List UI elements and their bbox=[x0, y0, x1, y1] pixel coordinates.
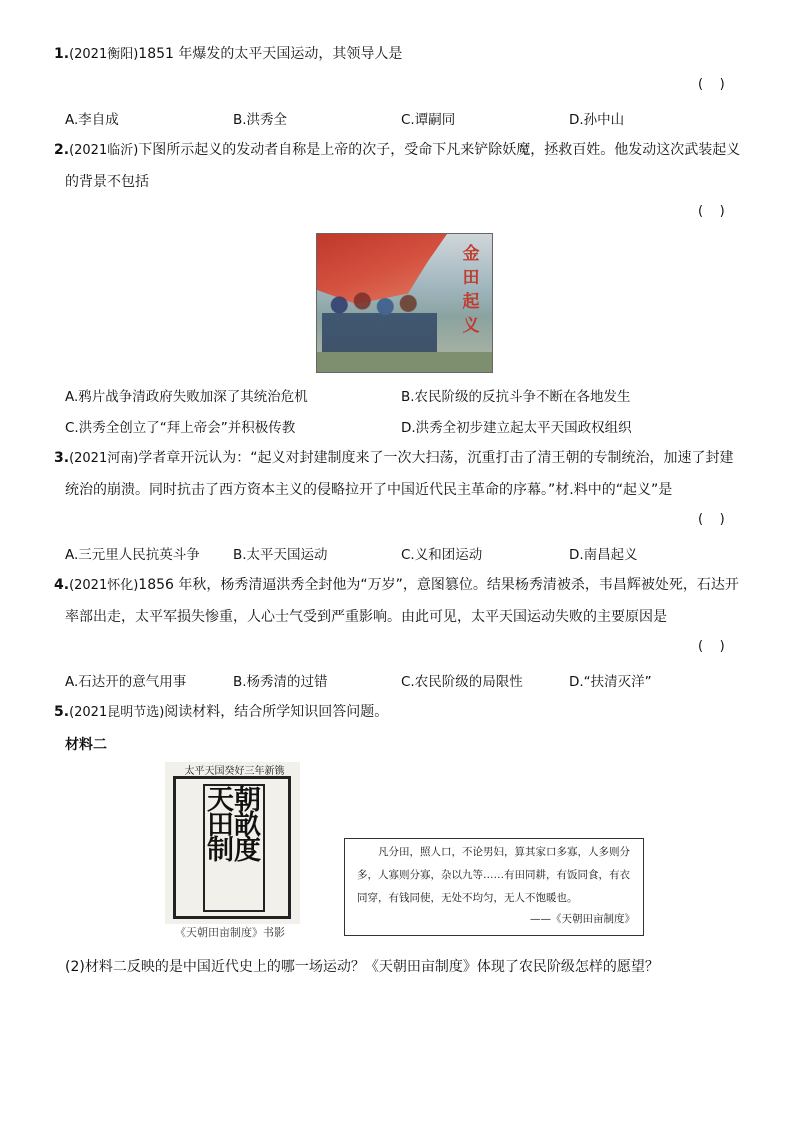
option-d: D.南昌起义 bbox=[569, 547, 638, 563]
option-b: B.杨秀清的过错 bbox=[233, 674, 328, 690]
question-4 bbox=[54, 575, 739, 596]
option-a: A.石达开的意气用事 bbox=[65, 674, 187, 690]
option-c: C.义和团运动 bbox=[401, 547, 483, 563]
question-source: (2021河南) bbox=[69, 451, 139, 466]
option-c: C.洪秀全创立了“拜上帝会”并积极传教 bbox=[65, 420, 296, 436]
quote-source: ——《天朝田亩制度》 bbox=[530, 913, 635, 925]
question-text-line2: 的背景不包括 bbox=[65, 174, 149, 190]
option-d: D.洪秀全初步建立起太平天国政权组织 bbox=[401, 420, 632, 436]
question-number: 4. bbox=[54, 577, 70, 593]
option-a: A.三元里人民抗英斗争 bbox=[65, 547, 200, 563]
question-text-line2: 率部出走，太平军损失惨重，人心士气受到严重影响。由此可见，太平天国运动失败的主要原因是 bbox=[65, 609, 667, 625]
book-title: 天朝田畝制度 bbox=[207, 785, 261, 866]
question-number: 3. bbox=[54, 450, 70, 466]
ground-shape bbox=[317, 352, 492, 372]
question-number: 5. bbox=[54, 704, 70, 720]
answer-bracket: ( ) bbox=[698, 512, 725, 527]
jintian-uprising-image bbox=[316, 233, 493, 373]
question-number: 2. bbox=[54, 142, 70, 158]
option-b: B.农民阶级的反抗斗争不断在各地发生 bbox=[401, 389, 631, 405]
option-d: D.孙中山 bbox=[569, 112, 625, 128]
option-c: C.农民阶级的局限性 bbox=[401, 674, 523, 690]
option-b: B.洪秀全 bbox=[233, 112, 288, 128]
question-2 bbox=[54, 140, 740, 161]
material-label: 材料二 bbox=[65, 737, 107, 753]
image-title: 金田起义 bbox=[462, 244, 480, 336]
question-text: 阅读材料，结合所学知识回答问题。 bbox=[164, 704, 389, 720]
question-source: (2021临沂) bbox=[69, 143, 139, 158]
question-source: (2021昆明节选) bbox=[69, 705, 165, 720]
book-title-frame bbox=[203, 784, 265, 912]
option-a: A.李自成 bbox=[65, 112, 119, 128]
answer-bracket: ( ) bbox=[698, 77, 725, 92]
question-number: 1. bbox=[54, 46, 70, 62]
answer-bracket: ( ) bbox=[698, 204, 725, 219]
question-text: 学者章开沅认为：“起义对封建制度来了一次大扫荡，沉重打击了清王朝的专制统治，加速了封建 bbox=[138, 450, 734, 466]
question-3 bbox=[54, 448, 734, 469]
question-text: 下图所示起义的发动者自称是上帝的次子，受命下凡来铲除妖魔，拯救百姓。他发动这次武装起义 bbox=[138, 142, 741, 158]
question-1 bbox=[54, 44, 402, 65]
option-c: C.谭嗣同 bbox=[401, 112, 456, 128]
question-5 bbox=[54, 702, 388, 723]
book-top-text: 太平天国癸好三年新镌 bbox=[184, 766, 285, 777]
quote-text: 凡分田，照人口，不论男妇，算其家口多寡，人多则分多，人寡则分寡，杂以九等……有田同耕，有饭同食，有衣同穿，有钱同使，无处不均匀，无人不饱暖也。 bbox=[357, 846, 630, 904]
question-source: (2021怀化) bbox=[69, 578, 139, 593]
question-text-line2: 统治的崩溃。同时抗击了西方资本主义的侵略拉开了中国近代民主革命的序幕。”材.料中的“起义”是 bbox=[65, 482, 673, 498]
material-quote-box bbox=[344, 838, 644, 936]
book-frame bbox=[173, 776, 291, 919]
option-b: B.太平天国运动 bbox=[233, 547, 328, 563]
sub-question-2: (2)材料二反映的是中国近代史上的哪一场运动？《天朝田亩制度》体现了农民阶级怎样的愿望？ bbox=[65, 959, 659, 975]
book-caption: 《天朝田亩制度》书影 bbox=[175, 926, 285, 939]
option-a: A.鸦片战争清政府失败加深了其统治危机 bbox=[65, 389, 308, 405]
question-source: (2021衡阳) bbox=[69, 47, 139, 62]
answer-bracket: ( ) bbox=[698, 639, 725, 654]
option-d: D.“扶清灭洋” bbox=[569, 674, 652, 690]
question-text: 1856 年秋，杨秀清逼洪秀全封他为“万岁”，意图篡位。结果杨秀清被杀，韦昌辉被处死，石达开 bbox=[138, 577, 739, 593]
book-cover-image bbox=[165, 762, 300, 924]
question-text: 1851 年爆发的太平天国运动，其领导人是 bbox=[138, 46, 403, 62]
